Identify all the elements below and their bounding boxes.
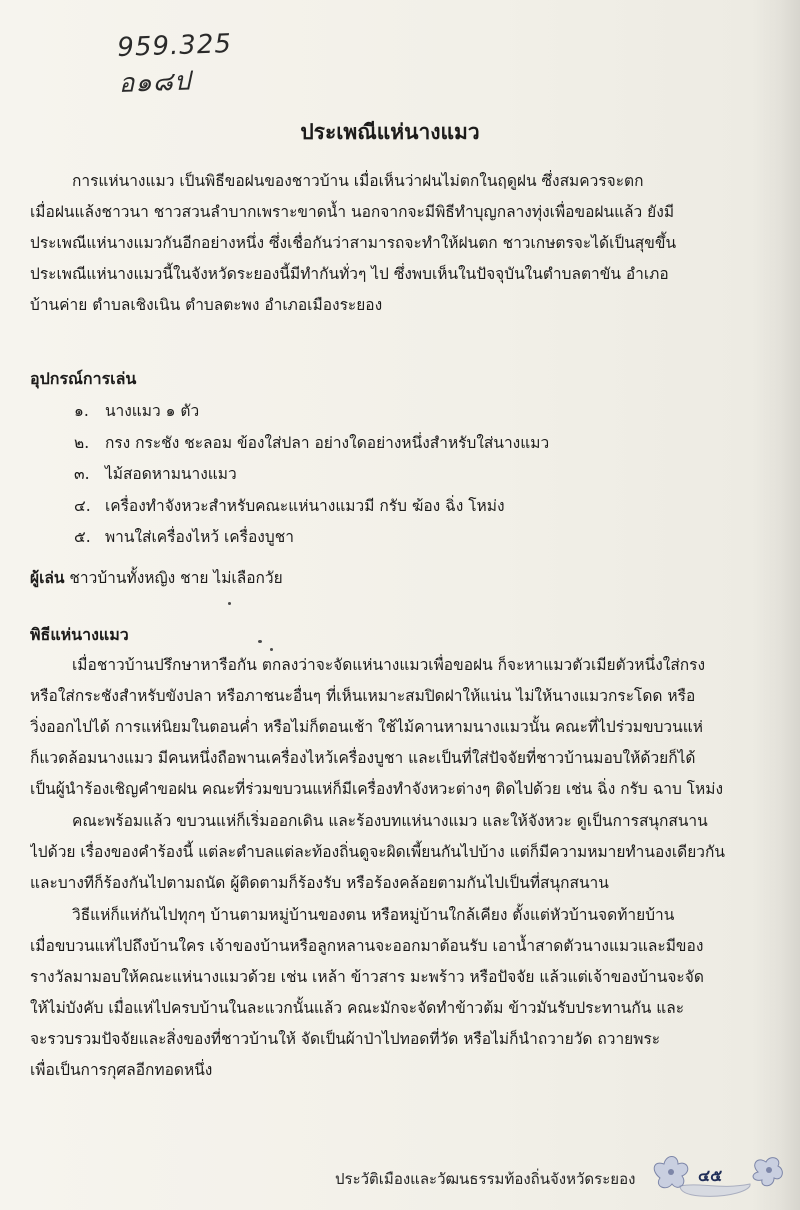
ceremony-paragraph-2 <box>30 806 770 899</box>
footer-book-title: ประวัติเมืองและวัฒนธรรมท้องถิ่นจังหวัดระยอง <box>335 1170 636 1188</box>
list-item-text: พานใส่เครื่องไหว้ เครื่องบูชา <box>104 528 294 547</box>
equipment-heading: อุปกรณ์การเล่น <box>30 369 137 388</box>
paragraph-line: เมื่อขบวนแห่ไปถึงบ้านใคร เจ้าของบ้านหรือลูกหลานจะออกมาต้อนรับ เอาน้ำสาดตัวนางแมวและมีของ <box>30 937 704 955</box>
ceremony-paragraph-1 <box>30 650 770 805</box>
paragraph-line: หรือใส่กระชังสำหรับขังปลา หรือภาชนะอื่นๆ ที่เห็นเหมาะสมปิดฝาให้แน่น ไม่ให้นางแมวกระโดด หรือ <box>30 687 696 705</box>
list-item <box>74 428 549 460</box>
paragraph-line: ประเพณีแห่นางแมวนี้ในจังหวัดระยองนี้มีทำกันทั่วๆ ไป ซึ่งพบเห็นในปัจจุบันในตำบลตาขัน อำเภอ <box>30 265 669 283</box>
paragraph-line: เพื่อเป็นการกุศลอีกทอดหนึ่ง <box>30 1061 213 1079</box>
list-item-text: กรง กระชัง ชะลอม ข้องใส่ปลา อย่างใดอย่างหนึ่งสำหรับใส่นางแมว <box>104 433 550 452</box>
list-item <box>74 396 549 428</box>
list-item <box>74 459 549 491</box>
paragraph-line: เมื่อฝนแล้งชาวนา ชาวสวนลำบากเพราะขาดน้ำ นอกจากจะมีพิธีทำบุญกลางทุ่งเพื่อขอฝนแล้ว ยังมี <box>30 203 675 221</box>
players-text: ชาวบ้านทั้งหญิง ชาย ไม่เลือกวัย <box>64 569 283 587</box>
paragraph-line: วิ่งออกไปได้ การแห่นิยมในตอนค่ำ หรือไม่ก็ตอนเช้า ใช้ไม้คานหามนางแมวนั้น คณะที่ไปร่วมขบวนแห่ <box>30 718 703 736</box>
list-item <box>74 491 549 523</box>
print-speck <box>228 602 231 605</box>
paragraph-line: ให้ไม่บังคับ เมื่อแห่ไปครบบ้านในละแวกนั้นแล้ว คณะมักจะจัดทำข้าวต้ม ข้าวมันรับประทานกัน และ <box>30 999 685 1017</box>
paragraph-line: วิธีแห่ก็แห่กันไปทุกๆ บ้านตามหมู่บ้านของตน หรือหมู่บ้านใกล้เคียง ตั้งแต่หัวบ้านจดท้ายบ้าน <box>72 906 675 924</box>
ceremony-paragraph-3 <box>30 900 770 1086</box>
players-label: ผู้เล่น <box>30 568 65 587</box>
intro-paragraph <box>30 166 770 321</box>
paragraph-line: เมื่อชาวบ้านปรึกษาหารือกัน ตกลงว่าจะจัดแห่นางแมวเพื่อขอฝน ก็จะหาแมวตัวเมียตัวหนึ่งใส่กรง <box>72 656 706 674</box>
paragraph-line: เป็นผู้นำร้องเชิญคำขอฝน คณะที่ร่วมขบวนแห่ก็มีเครื่องทำจังหวะต่างๆ ติดไปด้วย เช่น ฉิ่ง กรับ ฉาบ โหม่ง <box>30 780 724 798</box>
list-item-text: เครื่องทำจังหวะสำหรับคณะแห่นางแมวมี กรับ ฆ้อง ฉิ่ง โหม่ง <box>104 496 505 515</box>
list-item-text: นางแมว ๑ ตัว <box>104 402 200 420</box>
print-speck <box>258 640 262 643</box>
paragraph-line: ก็แวดล้อมนางแมว มีคนหนึ่งถือพานเครื่องไหว้เครื่องบูชา และเป็นที่ใส่ปัจจัยที่ชาวบ้านมอบให้ด้วยก็ได้ <box>30 749 696 767</box>
page-number: ๔๕ <box>698 1166 723 1185</box>
ceremony-heading: พิธีแห่นางแมว <box>30 625 129 644</box>
paragraph-line: รางวัลมามอบให้คณะแห่นางแมวด้วย เช่น เหล้า ข้าวสาร มะพร้าว หรือปัจจัย แล้วแต่เจ้าของบ้านจะจัด <box>30 968 704 986</box>
paragraph-line: ไปด้วย เรื่องของคำร้องนี้ แต่ละตำบลแต่ละท้องถิ่นดูจะผิดเพี้ยนกันไปบ้าง แต่ก็มีความหมายทำนองเดียวกัน <box>30 843 725 861</box>
page-title: ประเพณีแห่นางแมว <box>300 119 480 144</box>
call-number-line-1: 959.325 <box>116 29 233 64</box>
list-item-text: ไม้สอดหามนางแมว <box>104 465 237 484</box>
handwritten-call-number <box>117 26 234 102</box>
paragraph-line: การแห่นางแมว เป็นพิธีขอฝนของชาวบ้าน เมื่อเห็นว่าฝนไม่ตกในฤดูฝน ซึ่งสมควรจะตก <box>72 172 644 190</box>
print-speck <box>270 648 273 651</box>
paragraph-line: ประเพณีแห่นางแมวกันอีกอย่างหนึ่ง ซึ่งเชื่อกันว่าสามารถจะทำให้ฝนตก ชาวเกษตรจะได้เป็นสุขขึ้น <box>30 234 677 252</box>
paragraph-line: คณะพร้อมแล้ว ขบวนแห่ก็เริ่มออกเดิน และร้องบทแห่นางแมว และให้จังหวะ ดูเป็นการสนุกสนาน <box>72 812 708 830</box>
list-item-number: ๕. <box>74 528 91 547</box>
paragraph-line: จะรวบรวมปัจจัยและสิ่งของที่ชาวบ้านให้ จัดเป็นผ้าป่าไปทอดที่วัด หรือไม่ก็นำถวายวัด ถวายพระ <box>30 1030 661 1048</box>
equipment-list <box>74 396 549 554</box>
list-item <box>74 522 549 554</box>
players-line <box>30 563 283 593</box>
list-item-number: ๔. <box>74 496 91 515</box>
list-item-number: ๒. <box>74 433 90 452</box>
paragraph-line: และบางทีก็ร้องกันไปตามถนัด ผู้ติดตามก็ร้องรับ หรือร้องคล้อยตามกันไปเป็นที่สนุกสนาน <box>30 874 609 892</box>
paragraph-line: บ้านค่าย ตำบลเชิงเนิน ตำบลตะพง อำเภอเมืองระยอง <box>30 296 383 314</box>
list-item-number: ๓. <box>74 465 90 484</box>
call-number-line-2: อ๑๘ป <box>118 66 192 99</box>
list-item-number: ๑. <box>74 402 89 420</box>
